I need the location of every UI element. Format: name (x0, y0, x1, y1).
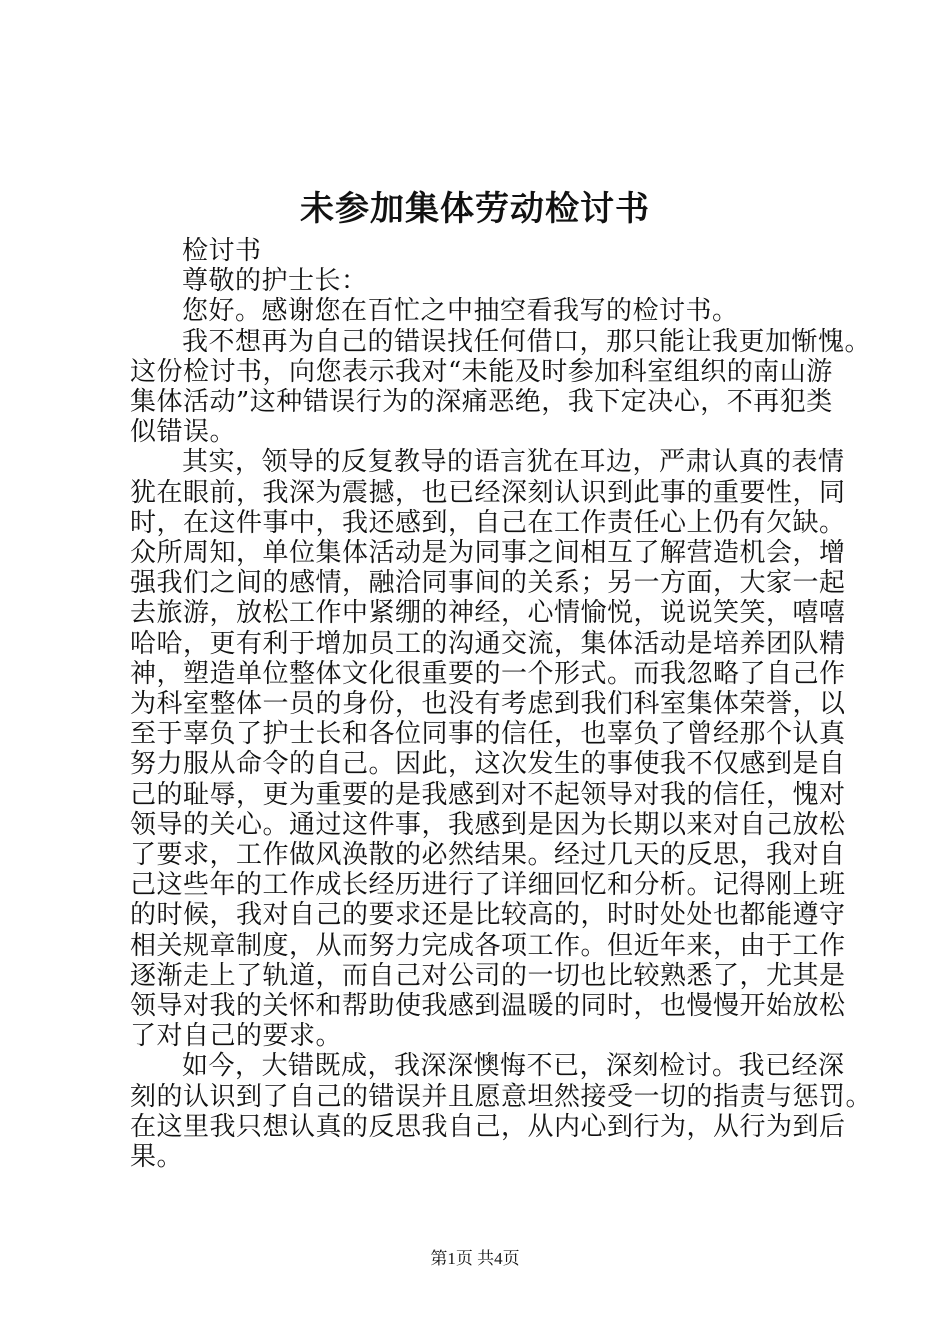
text-line: 其实，领导的反复教导的语言犹在耳边，严肃认真的表情 (182, 447, 845, 478)
text-line: 哈哈，更有利于增加员工的沟通交流，集体活动是培养团队精 (130, 628, 846, 659)
text-line: 相关规章制度，从而努力完成各项工作。但近年来，由于工作 (130, 930, 846, 961)
text-line: 时，在这件事中，我还感到，自己在工作责任心上仍有欠缺。 (130, 507, 846, 538)
text-line: 检讨书 (182, 236, 262, 266)
paragraph (130, 236, 835, 266)
text-line: 刻的认识到了自己的错误并且愿意坦然接受一切的指责与惩罚。 (130, 1081, 873, 1112)
document-title: 未参加集体劳动检讨书 (300, 189, 650, 229)
text-line: 领导对我的关怀和帮助使我感到温暖的同时，也慢慢开始放松 (130, 991, 846, 1022)
text-line: 众所周知，单位集体活动是为同事之间相互了解营造机会，增 (130, 538, 846, 569)
text-line: 在这里我只想认真的反思我自己，从内心到行为，从行为到后 (130, 1111, 846, 1142)
paragraph (130, 326, 872, 448)
text-line: 己的耻辱，更为重要的是我感到对不起领导对我的信任，愧对 (130, 779, 846, 810)
paragraph (130, 447, 846, 1052)
text-line: 神，塑造单位整体文化很重要的一个形式。而我忽略了自己作 (130, 658, 846, 689)
text-line: 领导的关心。通过这件事，我感到是因为长期以来对自己放松 (130, 809, 846, 840)
text-line: 至于辜负了护士长和各位同事的信任，也辜负了曾经那个认真 (130, 719, 846, 750)
text-line: 犹在眼前，我深为震撼，也已经深刻认识到此事的重要性，同 (130, 477, 846, 508)
text-line: 己这些年的工作成长经历进行了详细回忆和分析。记得刚上班 (130, 870, 846, 901)
text-line: 我不想再为自己的错误找任何借口，那只能让我更加惭愧。 (182, 326, 872, 357)
paragraph (130, 266, 835, 296)
text-line: 您好。感谢您在百忙之中抽空看我写的检讨书。 (182, 296, 739, 327)
text-line: 集体活动”这种错误行为的深痛恶绝，我下定决心，不再犯类 (130, 387, 833, 418)
document-body (130, 236, 873, 1173)
text-line: 去旅游，放松工作中紧绷的神经，心情愉悦，说说笑笑，嘻嘻 (130, 598, 846, 629)
text-line: 了要求，工作做风涣散的必然结果。经过几天的反思，我对自 (130, 840, 846, 871)
text-line: 果。 (130, 1142, 184, 1173)
text-line: 逐渐走上了轨道，而自己对公司的一切也比较熟悉了，尤其是 (130, 960, 846, 991)
text-line: 努力服从命令的自己。因此，这次发生的事使我不仅感到是自 (130, 749, 846, 780)
text-line: 的时候，我对自己的要求还是比较高的，时时处处也都能遵守 (130, 900, 846, 931)
paragraph (130, 1051, 873, 1173)
text-line: 尊敬的护士长： (182, 266, 368, 297)
text-line: 了对自己的要求。 (130, 1021, 343, 1052)
paragraph (130, 296, 835, 326)
page-number: 第1页 共4页 (430, 1249, 520, 1268)
text-line: 为科室整体一员的身份，也没有考虑到我们科室集体荣誉，以 (130, 689, 846, 720)
text-line: 强我们之间的感情，融洽同事间的关系；另一方面，大家一起 (130, 568, 846, 599)
text-line: 如今，大错既成，我深深懊悔不已，深刻检讨。我已经深 (182, 1051, 845, 1082)
text-line: 似错误。 (130, 417, 237, 448)
text-line: 这份检讨书，向您表示我对“未能及时参加科室组织的南山游 (130, 356, 833, 387)
